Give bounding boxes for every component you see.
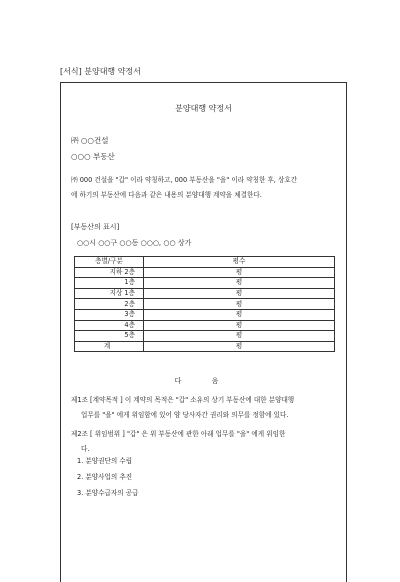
list-item: 1. 분양권단의 수립 xyxy=(77,457,133,465)
table-cell-area: 평 xyxy=(144,278,335,289)
table-header-row xyxy=(75,257,335,268)
table-cell-area: 평 xyxy=(144,299,335,310)
document-frame xyxy=(60,82,347,582)
form-label: [서식] 분양대행 약정서 xyxy=(60,67,141,76)
party-b: ○○○ 부동산 xyxy=(71,152,115,161)
party-a: ㈜ ○○건설 xyxy=(71,136,109,145)
table-row xyxy=(75,267,335,278)
article-1 xyxy=(71,393,338,423)
table-cell-area: 평 xyxy=(144,341,335,352)
table-header-area: 평수 xyxy=(144,257,335,268)
table-cell-area: 평 xyxy=(144,288,335,299)
document-title: 분양대행 약정서 xyxy=(175,104,232,113)
intro-line: 에 하기의 부동산에 다음과 같은 내용의 분양대행 계약을 체결한다. xyxy=(71,191,262,199)
table-cell-floor: 4층 xyxy=(75,320,144,331)
article-2 xyxy=(71,427,338,457)
list-item: 3. 분양수급자의 공급 xyxy=(77,489,139,497)
table-row xyxy=(75,299,335,310)
table-row xyxy=(75,331,335,342)
intro-line: ㈜ 000 건설을 "갑" 이라 약칭하고, 000 부동산을 "을" 이라 약칭한 후, 상호간 xyxy=(71,176,298,184)
table-cell-area: 평 xyxy=(144,267,335,278)
table-row xyxy=(75,341,335,352)
table-row xyxy=(75,288,335,299)
article-line: 제1조 [계약목적 ] 이 계약의 목적은 "갑" 소유의 상기 부동산에 대한 분양대행 xyxy=(71,396,295,404)
article-line: 다. xyxy=(81,445,90,453)
table-cell-floor: 지하 2층 xyxy=(75,267,144,278)
table-cell-floor: 2층 xyxy=(75,299,144,310)
list-item: 2. 분양사업의 추진 xyxy=(77,473,133,481)
table-cell-floor: 5층 xyxy=(75,331,144,342)
table-row xyxy=(75,320,335,331)
table-cell-area: 평 xyxy=(144,309,335,320)
table-row xyxy=(75,278,335,289)
table-header-floor: 층별/구분 xyxy=(75,257,144,268)
table-row xyxy=(75,309,335,320)
table-cell-area: 평 xyxy=(144,320,335,331)
article-line: 제2조 [ 위임범위 ] "갑" 은 위 부동산에 관한 아래 업무를 "을" 에게 위임한 xyxy=(71,430,286,438)
table-cell-floor: 1층 xyxy=(75,278,144,289)
intro-paragraph xyxy=(71,173,336,203)
table-cell-floor: 계 xyxy=(75,341,144,352)
table-cell-area: 평 xyxy=(144,331,335,342)
property-address: ○○시 ○○구 ○○동 ○○○, ○○ 상가 xyxy=(77,239,192,247)
property-heading: [부동산의 표시] xyxy=(71,223,120,231)
table-cell-floor: 지상 1층 xyxy=(75,288,144,299)
floor-area-table xyxy=(74,256,335,352)
table-cell-floor: 3층 xyxy=(75,309,144,320)
section-heading-below: 다 음 xyxy=(174,377,233,385)
article-line: 업무를 "을" 에게 위임함에 있어 양 당사자간 권리와 의무를 정함에 있다. xyxy=(81,411,289,419)
